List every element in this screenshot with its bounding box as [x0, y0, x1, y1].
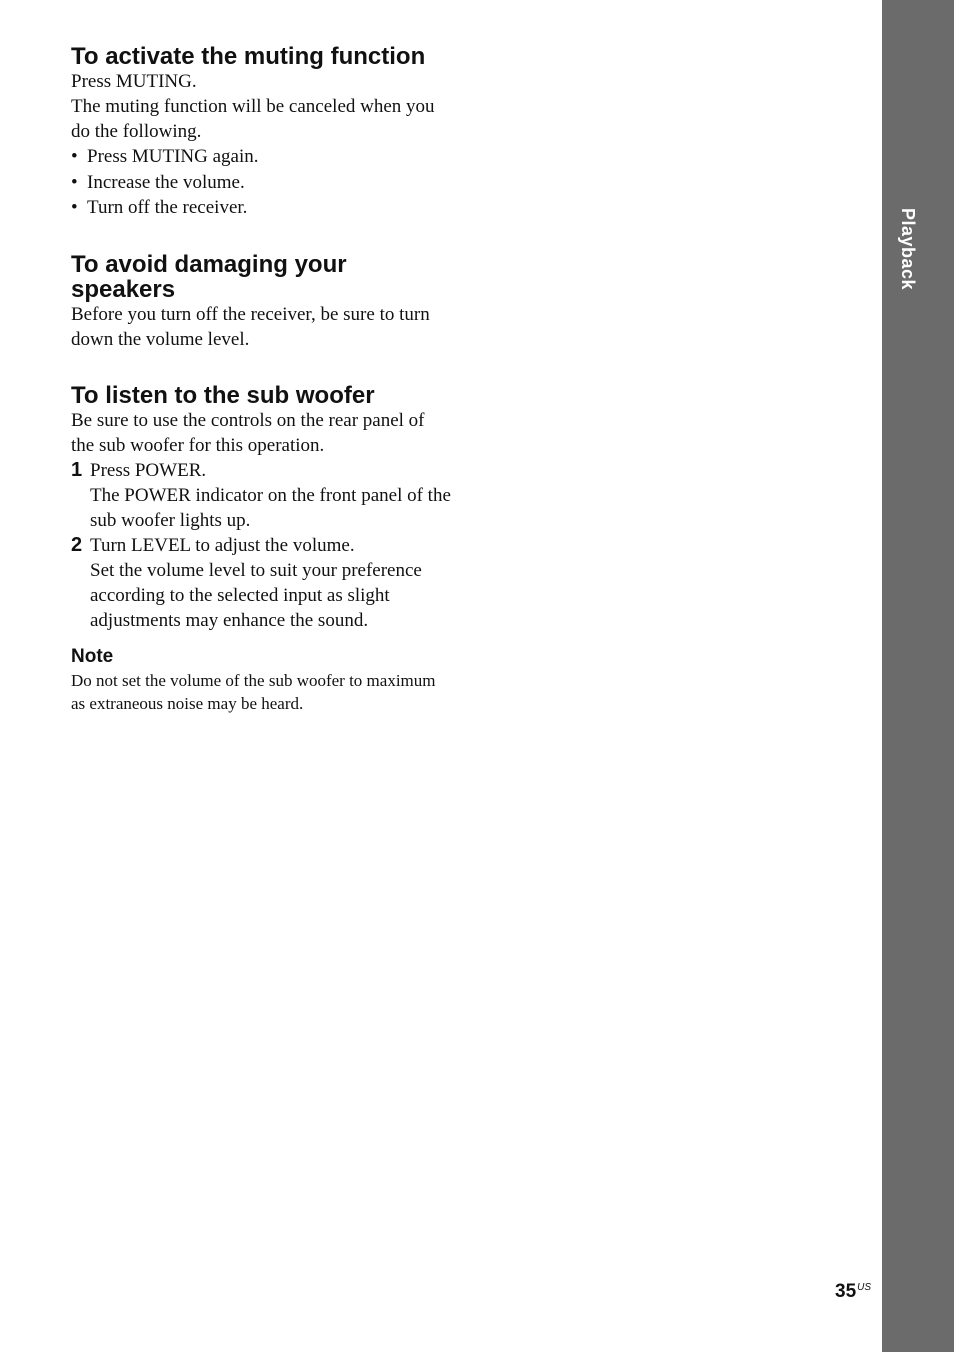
- muting-cancel-list: [71, 144, 451, 221]
- note-heading: Note: [71, 645, 114, 667]
- muting-instruction: Press MUTING.: [71, 71, 197, 92]
- step-detail: Set the volume level to suit your preference according to the selected input as slight adjustments may enhance the sound.: [90, 559, 422, 631]
- step-body: [90, 458, 451, 533]
- sub-woofer-intro: Be sure to use the controls on the rear panel of the sub woofer for this operation.: [71, 409, 425, 456]
- step-1: [71, 458, 451, 533]
- note-text: Do not set the volume of the sub woofer to maximum as extraneous noise may be heard.: [71, 670, 436, 713]
- step-instruction: Press POWER.: [90, 459, 207, 481]
- step-instruction: Turn LEVEL to adjust the volume.: [90, 534, 355, 556]
- list-item: • Turn off the receiver.: [71, 195, 451, 221]
- note-block: [71, 645, 451, 715]
- step-detail: The POWER indicator on the front panel of the sub woofer lights up.: [90, 484, 451, 531]
- section-heading-speakers: To avoid damaging your speakers: [71, 250, 347, 303]
- step-2: [71, 533, 451, 633]
- step-body: [90, 533, 451, 633]
- page-number-value: 35: [835, 1281, 857, 1302]
- section-speakers: [71, 252, 451, 352]
- step-number: 2: [71, 533, 83, 556]
- section-sub-woofer: [71, 383, 451, 715]
- section-heading-muting: To activate the muting function: [71, 43, 426, 70]
- list-item: • Press MUTING again.: [71, 144, 451, 170]
- speakers-text: Before you turn off the receiver, be sure to turn down the volume level.: [71, 303, 430, 350]
- list-item: • Increase the volume.: [71, 170, 451, 196]
- page-content: [71, 44, 451, 715]
- section-muting: [71, 44, 451, 221]
- section-heading-sub-woofer: To listen to the sub woofer: [71, 381, 375, 409]
- page-number-suffix: US: [857, 1282, 872, 1293]
- muting-cancel-text: The muting function will be canceled when you do the following.: [71, 96, 435, 142]
- page-number: [835, 1281, 871, 1303]
- sidebar-section-label: Playback: [898, 208, 918, 291]
- step-number: 1: [71, 458, 83, 481]
- section-sidebar-tab: [882, 0, 954, 1352]
